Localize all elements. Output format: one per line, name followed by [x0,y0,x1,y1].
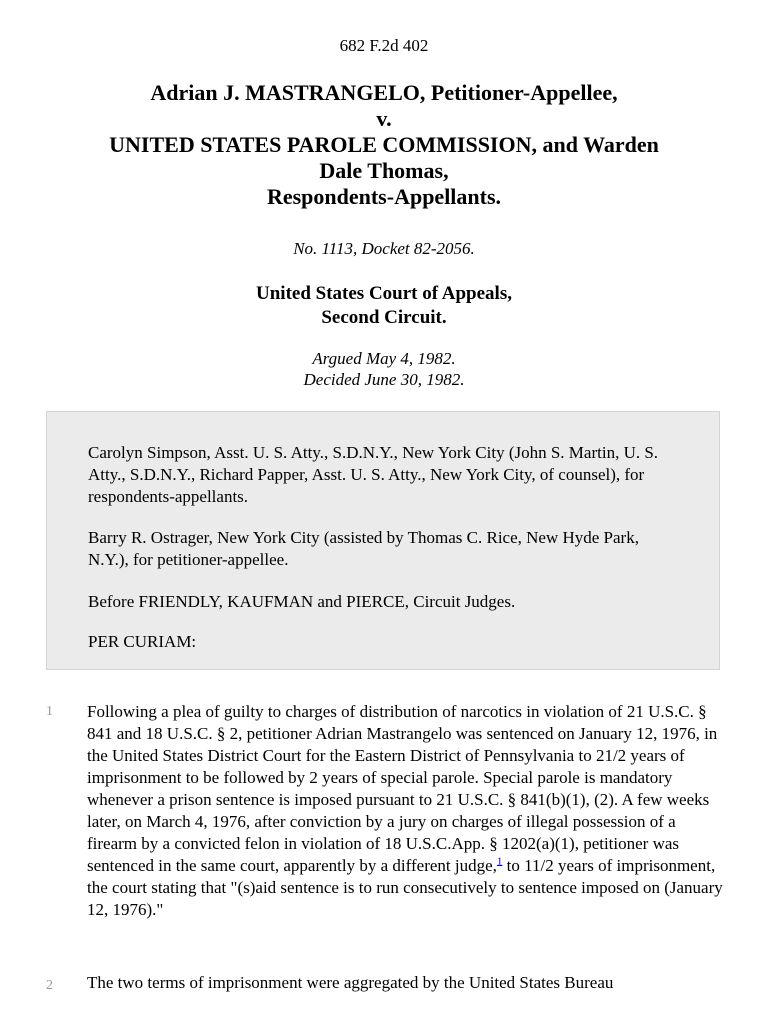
paragraph-text: Following a plea of guilty to charges of distribution of narcotics in violation of 21 U.S.C. § 841 and 18 U.S.C. § 2, petitioner Adrian Mastrangelo was sentenced on January 12, 1976, in the United States District Court for the Eastern District of Pennsylvania to 21/2 years of imprisonment to be followed by 2 years of special parole. Special parole is mandatory whenever a prison sentence is imposed pursuant to 21 U.S.C. § 841(b)(1), (2). A few weeks later, on March 4, 1976, after conviction by a jury on charges of illegal possession of a firearm by a convicted felon in violation of 18 U.S.C.App. § 1202(a)(1), petitioner was sentenced in the same court, apparently by a different judge, [87,702,718,875]
footnote-link[interactable]: 1 [496,855,503,868]
panel-judges: Before FRIENDLY, KAUFMAN and PIERCE, Circuit Judges. [88,592,516,611]
caption-respondent-role: Respondents-Appellants. [266,184,502,209]
counsel-respondents: Carolyn Simpson, Asst. U. S. Atty., S.D.N.Y., New York City (John S. Martin, U. S. Atty., S.D.N.Y., Richard Papper, Asst. U. S. Atty., New York City, of counsel), for respondents-appellants. [88,443,659,506]
counsel-box [46,411,720,670]
opinion-paragraph: The two terms of imprisonment were aggregated by the United States Bureau [87,973,614,992]
paragraph-number: 1 [46,704,53,719]
court-name [0,282,768,330]
counsel-petitioner: Barry R. Ostrager, New York City (assisted by Thomas C. Rice, New Hyde Park, N.Y.), for petitioner-appellee. [88,528,639,569]
paragraph-text-continued: to 11/2 years of imprisonment, the court stating that "(s)aid sentence is to run consecutively to sentence imposed on (January 12, 1976)." [87,856,723,919]
court-name-line-2: Second Circuit. [321,307,447,328]
docket-number: No. 1113, Docket 82-2056. [293,239,475,258]
opinion-paragraph [87,701,727,921]
caption-versus: v. [376,106,392,131]
case-citation: 682 F.2d 402 [339,36,429,55]
case-caption [40,80,728,210]
caption-petitioner: Adrian J. MASTRANGELO, Petitioner-Appellee, [150,80,618,105]
case-dates [0,348,768,390]
paragraph-number: 2 [46,978,53,993]
decided-date: Decided June 30, 1982. [303,370,465,389]
per-curiam-heading: PER CURIAM: [88,632,197,651]
court-name-line-1: United States Court of Appeals, [256,283,512,304]
argued-date: Argued May 4, 1982. [312,349,456,368]
caption-respondent-line-2: Dale Thomas, [319,158,449,183]
caption-respondent-line-1: UNITED STATES PAROLE COMMISSION, and Warden [109,132,659,157]
